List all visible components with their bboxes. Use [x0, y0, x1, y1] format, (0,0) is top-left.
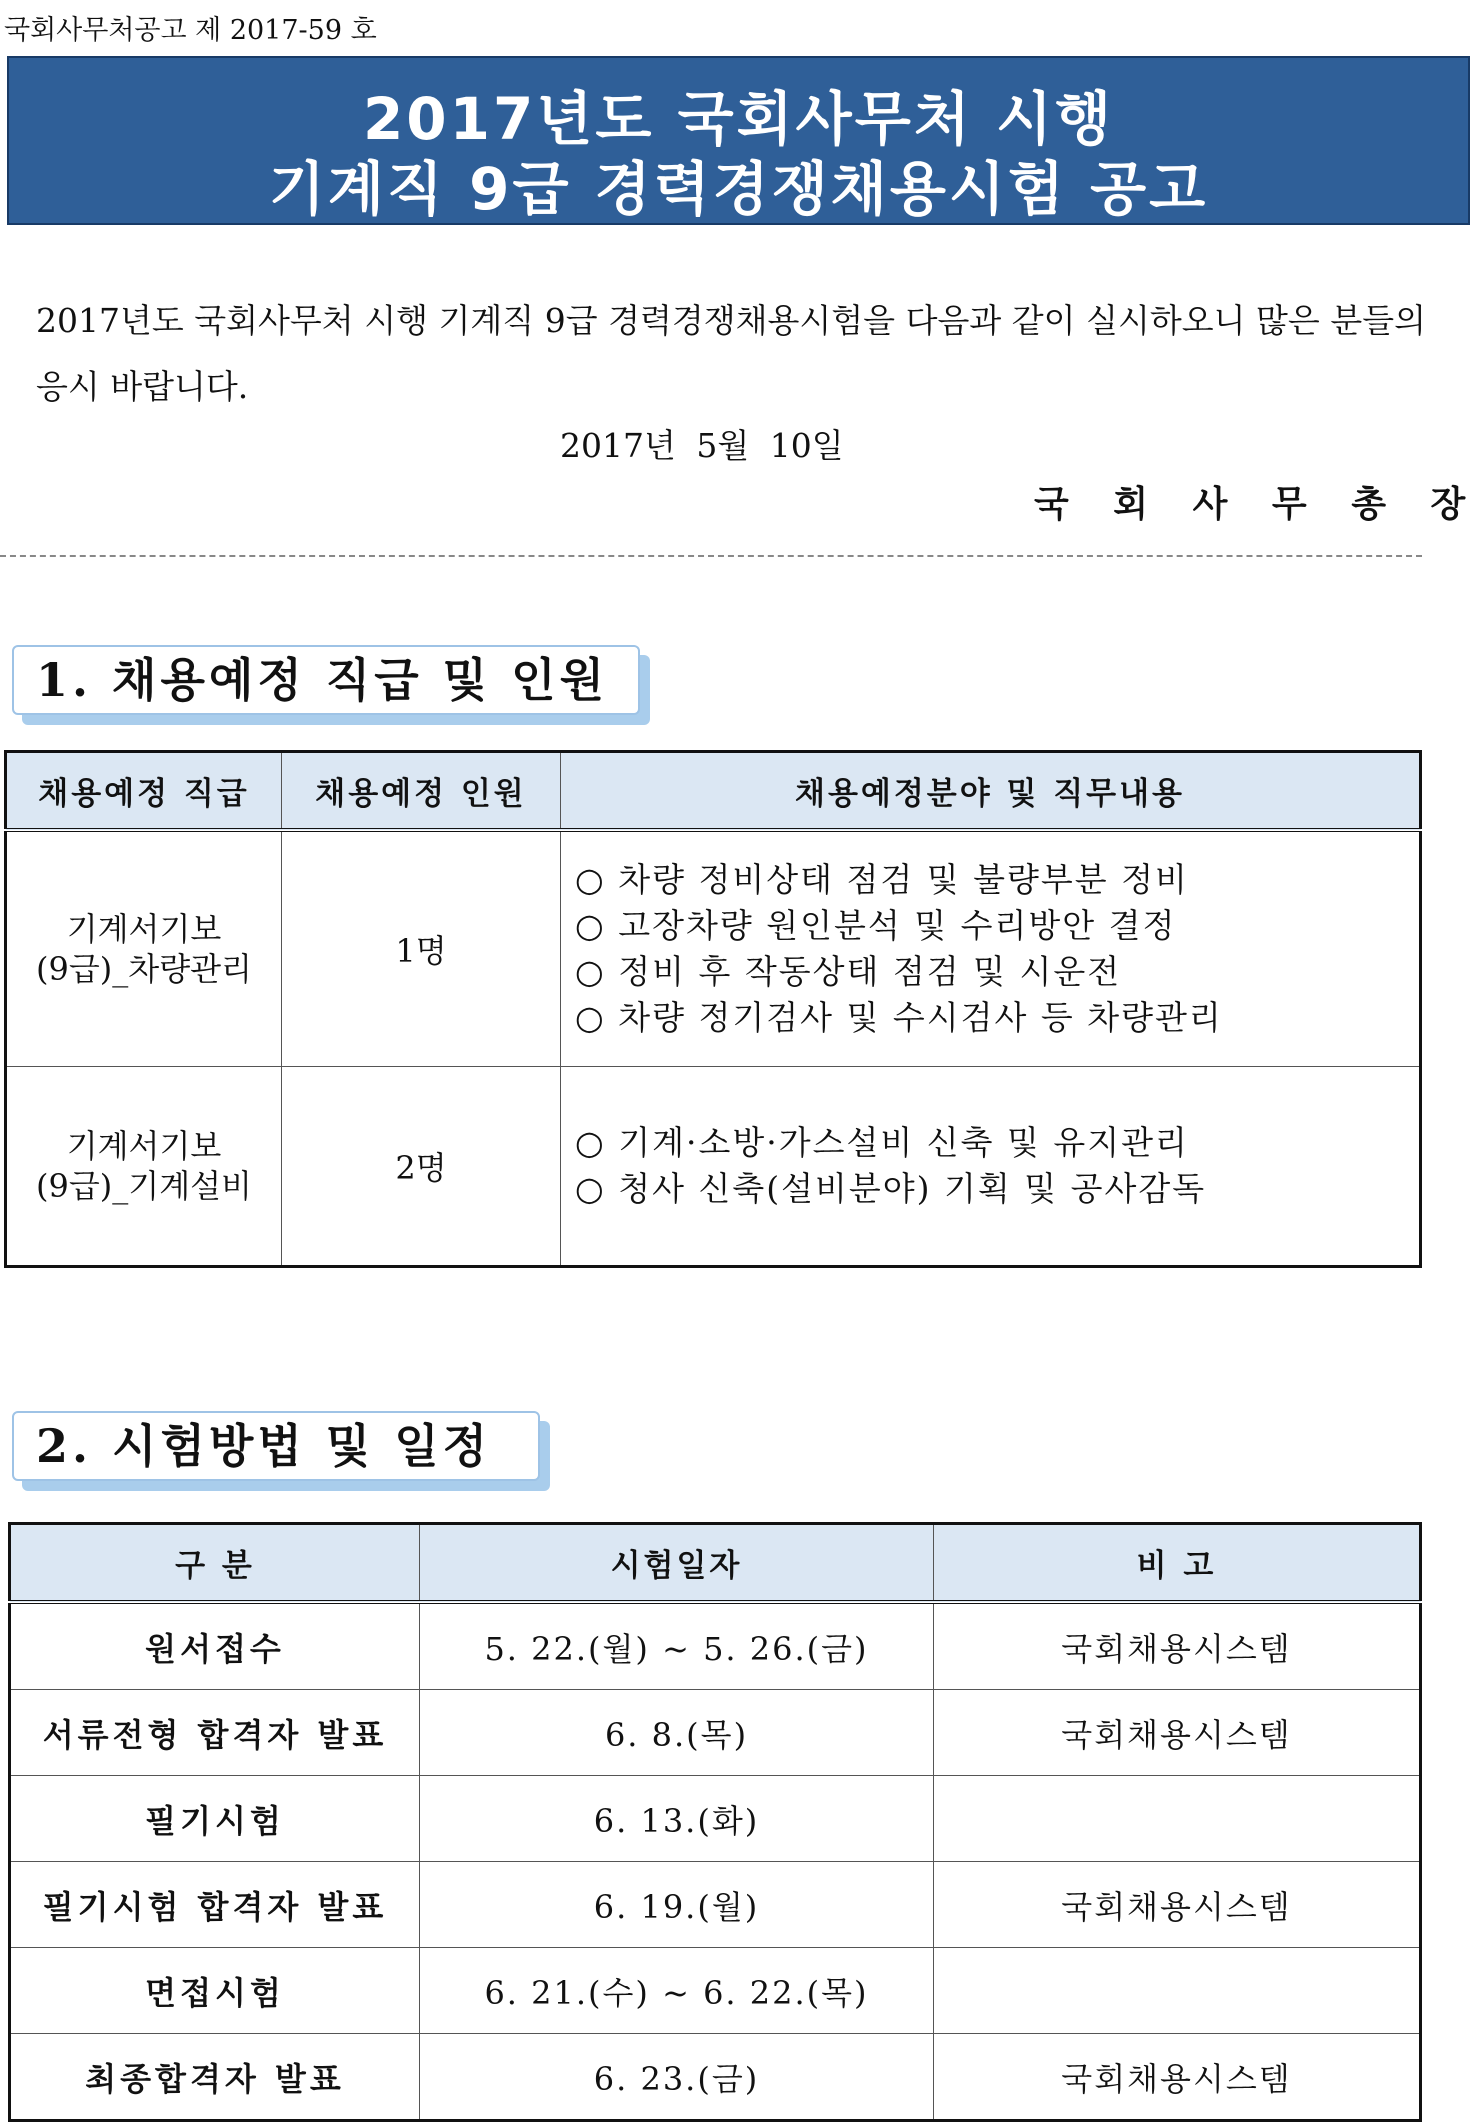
date-cell: 6. 13.(화): [420, 1776, 934, 1862]
duty-item: ○ 고장차량 원인분석 및 수리방안 결정: [575, 906, 1177, 945]
date-cell: 5. 22.(월) ~ 5. 26.(금): [420, 1602, 934, 1690]
duties-cell: [561, 830, 1421, 1067]
header-duties: 채용예정분야 및 직무내용: [561, 752, 1421, 831]
duties-cell: [561, 1067, 1421, 1267]
stage-cell: 필기시험: [10, 1776, 420, 1862]
note-cell: 국회채용시스템: [934, 1602, 1421, 1690]
positions-table: [4, 750, 1422, 1268]
date-cell: 6. 19.(월): [420, 1862, 934, 1948]
grade-title: 기계서기보: [66, 910, 222, 948]
grade-title: 기계서기보: [66, 1127, 222, 1165]
header-count: 채용예정 인원: [282, 752, 561, 831]
title-line-2: 기계직 9급 경력경쟁채용시험 공고: [268, 155, 1209, 223]
header-grade: 채용예정 직급: [6, 752, 282, 831]
note-cell: 국회채용시스템: [934, 1862, 1421, 1948]
duty-item: ○ 정비 후 작동상태 점검 및 시운전: [575, 952, 1122, 991]
grade-cell: [6, 830, 282, 1067]
signer: 국 회 사 무 총 장: [1034, 483, 1482, 525]
duty-item: ○ 기계·소방·가스설비 신축 및 유지관리: [575, 1123, 1189, 1162]
table-header-row: [10, 1524, 1421, 1603]
stage-cell: 원서접수: [10, 1602, 420, 1690]
intro-paragraph: 2017년도 국회사무처 시행 기계직 9급 경력경쟁채용시험을 다음과 같이 실시하오니 많은 분들의 응시 바랍니다.: [36, 301, 1426, 406]
table-row: [6, 1067, 1421, 1267]
date-cell: 6. 23.(금): [420, 2034, 934, 2121]
section-1-title: 1. 채용예정 직급 및 인원: [12, 645, 640, 715]
note-cell: 국회채용시스템: [934, 1690, 1421, 1776]
table-row: [10, 1862, 1421, 1948]
table-row: [10, 2034, 1421, 2121]
count-cell: 1명: [282, 830, 561, 1067]
note-cell: 국회채용시스템: [934, 2034, 1421, 2121]
table-row: [10, 1948, 1421, 2034]
title-line-1: 2017년도 국회사무처 시행: [362, 85, 1115, 153]
stage-cell: 필기시험 합격자 발표: [10, 1862, 420, 1948]
schedule-table: [8, 1522, 1422, 2122]
header-date: 시험일자: [420, 1524, 934, 1603]
duty-item: ○ 청사 신축(설비분야) 기획 및 공사감독: [575, 1169, 1207, 1208]
announcement-date: 2017년 5월 10일: [560, 426, 844, 465]
count-cell: 2명: [282, 1067, 561, 1267]
title-banner: [7, 56, 1470, 225]
note-cell: [934, 1948, 1421, 2034]
stage-cell: 최종합격자 발표: [10, 2034, 420, 2121]
grade-field: (9급)_기계설비: [36, 1167, 252, 1205]
document-number: 국회사무처공고 제 2017-59 호: [4, 15, 377, 46]
table-row: [10, 1776, 1421, 1862]
table-row: [10, 1690, 1421, 1776]
note-cell: [934, 1776, 1421, 1862]
section-2-title: 2. 시험방법 및 일정: [12, 1411, 540, 1481]
grade-cell: [6, 1067, 282, 1267]
stage-cell: 면접시험: [10, 1948, 420, 2034]
duty-item: ○ 차량 정비상태 점검 및 불량부분 정비: [575, 860, 1189, 899]
date-cell: 6. 21.(수) ~ 6. 22.(목): [420, 1948, 934, 2034]
table-row: [10, 1602, 1421, 1690]
grade-field: (9급)_차량관리: [36, 950, 252, 988]
header-stage: 구 분: [10, 1524, 420, 1603]
table-row: [6, 830, 1421, 1067]
duty-item: ○ 차량 정기검사 및 수시검사 등 차량관리: [575, 998, 1223, 1037]
header-note: 비 고: [934, 1524, 1421, 1603]
divider: [0, 555, 1422, 557]
table-header-row: [6, 752, 1421, 831]
date-cell: 6. 8.(목): [420, 1690, 934, 1776]
stage-cell: 서류전형 합격자 발표: [10, 1690, 420, 1776]
